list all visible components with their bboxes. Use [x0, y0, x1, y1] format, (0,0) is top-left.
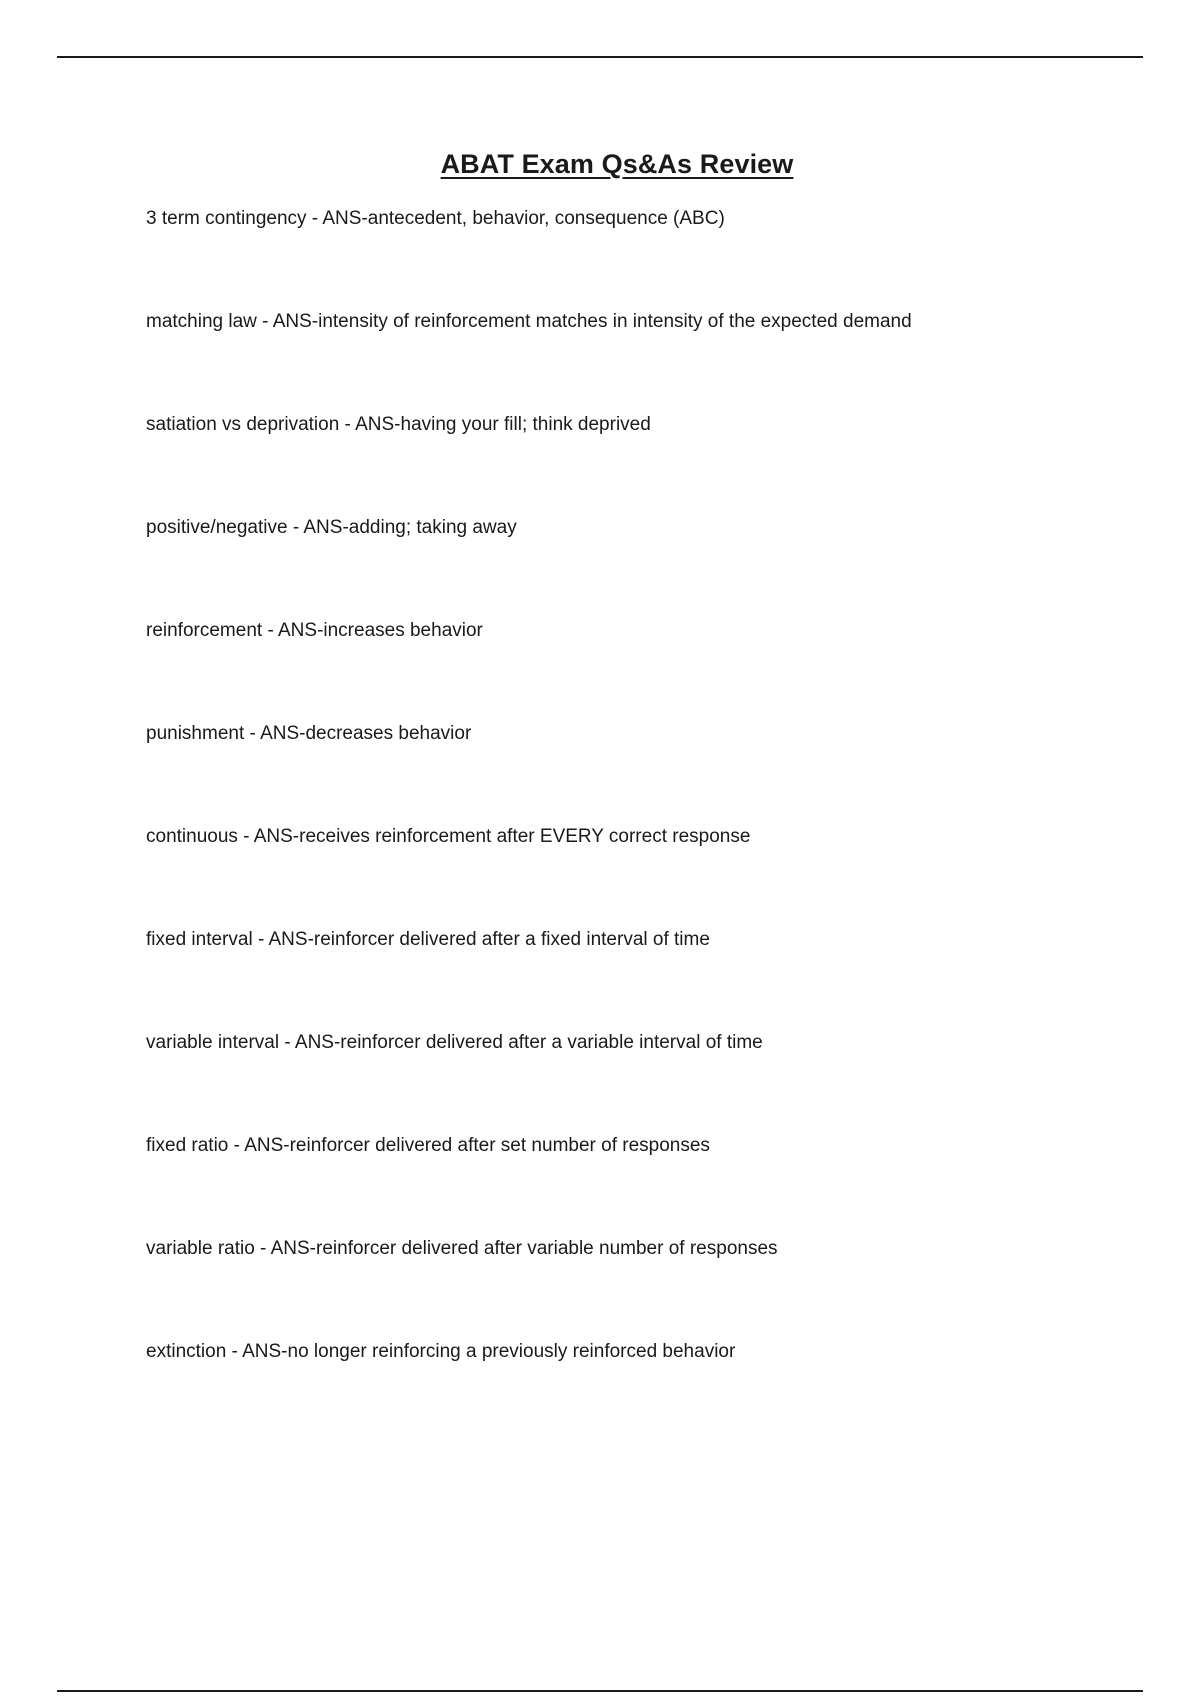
qa-item: continuous - ANS-receives reinforcement after EVERY correct response: [146, 826, 751, 847]
header-rule: [57, 56, 1143, 58]
qa-item: matching law - ANS-intensity of reinforcement matches in intensity of the expected demand: [146, 311, 912, 332]
qa-item: fixed ratio - ANS-reinforcer delivered after set number of responses: [146, 1135, 710, 1156]
qa-item: variable ratio - ANS-reinforcer delivered after variable number of responses: [146, 1238, 778, 1259]
qa-item: 3 term contingency - ANS-antecedent, behavior, consequence (ABC): [146, 208, 725, 229]
qa-item: reinforcement - ANS-increases behavior: [146, 620, 483, 641]
qa-item: variable interval - ANS-reinforcer delivered after a variable interval of time: [146, 1032, 763, 1053]
qa-item: punishment - ANS-decreases behavior: [146, 723, 472, 744]
qa-item: extinction - ANS-no longer reinforcing a previously reinforced behavior: [146, 1341, 736, 1362]
page-title: ABAT Exam Qs&As Review: [440, 149, 794, 179]
qa-item: satiation vs deprivation - ANS-having your fill; think deprived: [146, 414, 651, 435]
qa-item: fixed interval - ANS-reinforcer delivered after a fixed interval of time: [146, 929, 710, 950]
qa-item: positive/negative - ANS-adding; taking away: [146, 517, 517, 538]
qa-list: [146, 206, 1146, 1442]
footer-rule: [57, 1690, 1143, 1692]
